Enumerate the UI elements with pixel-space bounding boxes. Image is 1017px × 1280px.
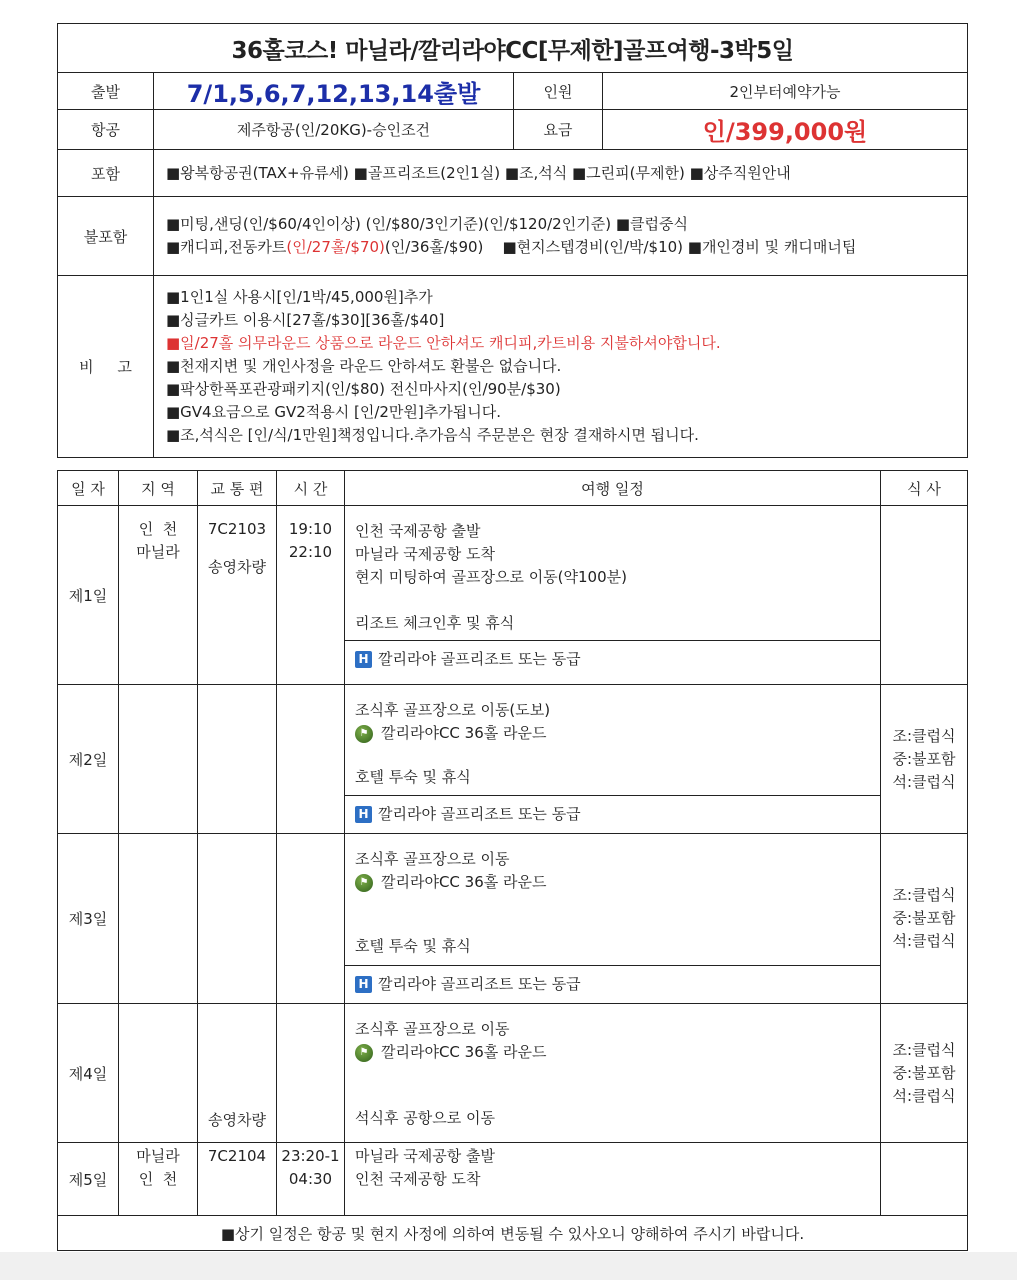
transport [198,506,277,685]
region: 인 천 마닐라 [119,506,198,685]
itinerary-line: 마닐라 국제공항 도착 [355,545,495,563]
golf-round: 깔리라야CC 36홀 라운드 [381,1043,547,1061]
itinerary-line: 현지 미팅하여 골프장으로 이동(약100분) [355,568,627,586]
footer-notice: ■상기 일정은 항공 및 현지 사정에 의하여 변동될 수 있사오니 양해하여 주시기 바랍니다. [58,1216,968,1251]
golf-line [355,1041,870,1064]
airline-value: 제주항공(인/20KG)-승인조건 [154,110,514,150]
page-bottom-margin [0,1252,1017,1280]
hotel-icon: H [355,806,372,823]
itinerary-line: 조식후 골프장으로 이동 [355,1020,510,1038]
airline-label: 항공 [58,110,154,150]
notes [154,276,968,458]
table-row [58,506,968,685]
transfer: 송영차량 [198,1004,277,1143]
itinerary-line: 인천 국제공항 출발 [355,522,481,540]
golf-round: 깔리라야CC 36홀 라운드 [381,724,547,742]
day-label: 제5일 [58,1143,119,1216]
hotel-icon: H [355,976,372,993]
itinerary-line: 조식후 골프장으로 이동 [355,850,510,868]
price-value: 인/399,000원 [603,110,968,150]
header-day: 일 자 [58,471,119,506]
golf-round: 깔리라야CC 36홀 라운드 [381,873,547,891]
golf-line [355,871,870,894]
exclude-highlight: (인/27홀/$70) [286,238,385,256]
itinerary-line: 조식후 골프장으로 이동(도보) [355,701,551,719]
exclude-text: ■캐디피,전동카트 [166,238,287,256]
hotel-row [345,965,880,1002]
header-time: 시 간 [277,471,345,506]
depart-dates: 7/1,5,6,7,12,13,14출발 [154,73,514,110]
itinerary-table [57,470,968,1251]
exclude-text: (인/36홀/$90) ■현지스텝경비(인/박/$10) ■개인경비 및 캐디매너팁 [384,238,857,256]
note: ■조,석식은 [인/식/1만원]책정입니다.추가음식 주문분은 현장 결재하시면 됩니다. [166,426,699,444]
itinerary-line: 인천 국제공항 도착 [355,1170,481,1188]
itinerary-line: 호텔 투숙 및 휴식 [355,768,471,786]
header-transport: 교 통 편 [198,471,277,506]
page-title: 36홀코스! 마닐라/깔리라야CC[무제한]골프여행-3박5일 [58,24,968,73]
day-label: 제1일 [58,506,119,685]
meal: 조:클럽식 중:불포함 석:클럽식 [881,1004,968,1143]
itinerary [345,685,881,834]
exclude-line [166,236,967,259]
region: 마닐라 인 천 [119,1143,198,1216]
notes-label: 비 고 [58,276,154,458]
golf-line [355,722,870,745]
header-meal: 식 사 [881,471,968,506]
price-label: 요금 [514,110,603,150]
flight-number: 7C2103 [207,520,267,538]
time: 23:20-1 04:30 [277,1143,345,1216]
meal: 조:클럽식 중:불포함 석:클럽식 [881,834,968,1004]
depart-label: 출발 [58,73,154,110]
include-value: ■왕복항공권(TAX+유류세) ■골프리조트(2인1실) ■조,석식 ■그린피(무제한) ■상주직원안내 [154,150,968,197]
note: ■싱글카트 이용시[27홀/$30][36홀/$40] [166,311,445,329]
note: ■GV4요금으로 GV2적용시 [인/2만원]추가됩니다. [166,403,501,421]
golf-flag-icon: ⚑ [355,874,373,892]
header-region: 지 역 [119,471,198,506]
itinerary [345,1143,881,1216]
meal [881,1143,968,1216]
day-label: 제4일 [58,1004,119,1143]
golf-flag-icon: ⚑ [355,1044,373,1062]
itinerary [345,506,881,685]
meal [881,506,968,685]
exclude-value [154,197,968,276]
hotel-row [345,640,880,677]
note: ■1인1실 사용시[인/1박/45,000원]추가 [166,288,433,306]
day-label: 제3일 [58,834,119,1004]
transfer: 송영차량 [208,558,266,576]
people-value: 2인부터예약가능 [603,73,968,110]
itinerary-line: 석식후 공항으로 이동 [355,1109,495,1127]
hotel-name: 깔리라야 골프리조트 또는 동급 [378,650,581,668]
table-row [58,1004,968,1143]
exclude-label: 불포함 [58,197,154,276]
itinerary [345,834,881,1004]
note-warning: ■일/27홀 의무라운드 상품으로 라운드 안하셔도 캐디피,카트비용 지불하셔야합니다. [166,334,721,352]
people-label: 인원 [514,73,603,110]
meal: 조:클럽식 중:불포함 석:클럽식 [881,685,968,834]
header-schedule: 여행 일정 [345,471,881,506]
table-row [58,685,968,834]
note: ■천재지변 및 개인사정을 라운드 안하셔도 환불은 없습니다. [166,357,562,375]
hotel-icon: H [355,651,372,668]
itinerary-line: 리조트 체크인후 및 휴식 [355,614,515,632]
include-label: 포함 [58,150,154,197]
day-label: 제2일 [58,685,119,834]
flight-number: 7C2104 [198,1143,277,1216]
itinerary-line: 마닐라 국제공항 출발 [355,1147,495,1165]
hotel-name: 깔리라야 골프리조트 또는 동급 [378,975,581,993]
time: 19:10 22:10 [277,506,345,685]
table-row [58,834,968,1004]
exclude-line: ■미팅,샌딩(인/$60/4인이상) (인/$80/3인기준)(인/$120/2인기준) ■클럽중식 [166,215,688,233]
table-row [58,1143,968,1216]
trip-summary-table [57,23,968,458]
golf-flag-icon: ⚑ [355,725,373,743]
itinerary [345,1004,881,1143]
hotel-name: 깔리라야 골프리조트 또는 동급 [378,805,581,823]
note: ■팍상한폭포관광패키지(인/$80) 전신마사지(인/90분/$30) [166,380,561,398]
hotel-row [345,795,880,832]
itinerary-line: 호텔 투숙 및 휴식 [355,937,471,955]
